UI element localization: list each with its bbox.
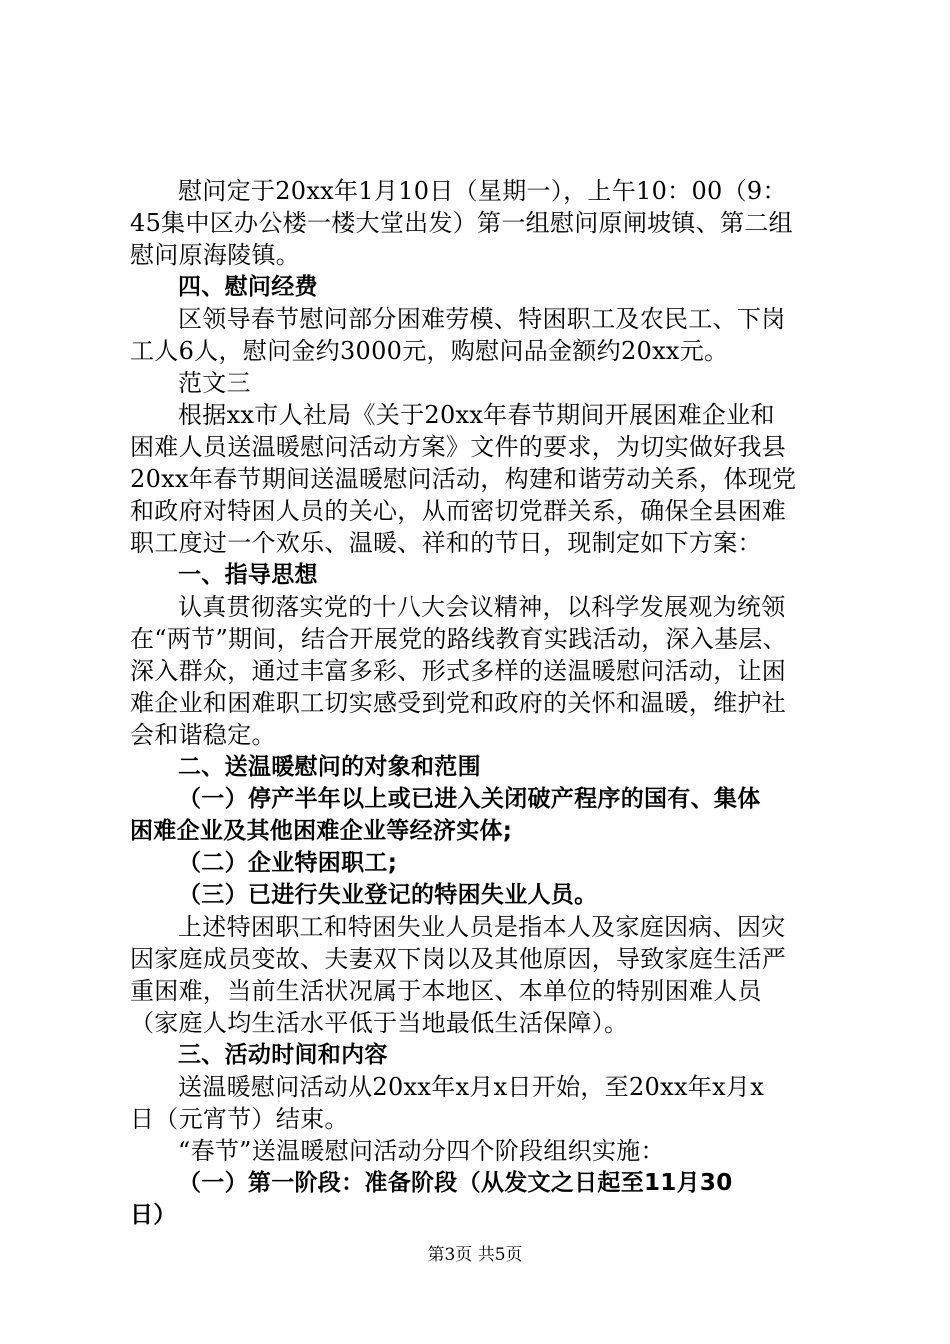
document-body [130,175,830,1231]
text-line: 认真贯彻落实党的十八大会议精神，以科学发展观为统领 [178,593,786,621]
section-heading: 四、慰问经费 [178,274,318,300]
text-line: 难企业和困难职工切实感受到党和政府的关怀和温暖，维护社 [130,689,787,717]
list-item: （一）第一阶段：准备阶段（从发文之日起至11月30 [178,1170,733,1196]
text-line: 在“两节”期间，结合开展党的路线教育实践活动，深入基层、 [130,625,787,653]
text-line: 范文三 [178,369,251,397]
text-line: 区领导春节慰问部分困难劳模、特困职工及农民工、下岗 [178,305,786,333]
list-item: （二）企业特困职工; [178,850,398,876]
text-line: “春节”送温暖慰问活动分四个阶段组织实施： [178,1137,665,1165]
text-line: 送温暖慰问活动从20xx年x月x日开始，至20xx年x月x [178,1073,765,1101]
text-line: 职工度过一个欢乐、温暖、祥和的节日，现制定如下方案： [130,529,762,557]
text-line: （家庭人均生活水平低于当地最低生活保障）。 [130,1009,629,1037]
text-line: 根据xx市人社局《关于20xx年春节期间开展困难企业和 [178,401,775,429]
page-number-footer: 第3页 共5页 [427,1245,523,1265]
text-line: 上述特困职工和特困失业人员是指本人及家庭因病、因灾 [178,913,786,941]
text-line: 深入群众，通过丰富多彩、形式多样的送温暖慰问活动，让困 [130,657,787,685]
text-line: 日（元宵节）结束。 [130,1105,349,1133]
text-line: 困难人员送温暖慰问活动方案》文件的要求，为切实做好我县 [130,433,787,461]
text-line: 因家庭成员变故、夫妻双下岗以及其他原因，导致家庭生活严 [130,945,787,973]
text-line: 和政府对特困人员的关心，从而密切党群关系，确保全县困难 [130,497,787,525]
section-heading: 二、送温暖慰问的对象和范围 [178,754,481,780]
text-line: 慰问原海陵镇。 [130,241,301,269]
text-line: 慰问定于20xx年1月10日（星期一），上午10：00（9： [178,177,787,205]
section-heading: 三、活动时间和内容 [178,1042,388,1068]
text-line: 重困难，当前生活状况属于本地区、本单位的特别困难人员 [130,977,762,1005]
section-heading: 一、指导思想 [178,562,318,588]
list-item: 困难企业及其他困难企业等经济实体; [130,818,513,844]
list-item: （一）停产半年以上或已进入关闭破产程序的国有、集体 [178,786,761,812]
text-line: 会和谐稳定。 [130,721,276,749]
list-item: 日） [130,1202,177,1228]
text-line: 工人6人，慰问金约3000元，购慰问品金额约20xx元。 [130,337,729,365]
list-item: （三）已进行失业登记的特困失业人员。 [178,882,598,908]
text-line: 20xx年春节期间送温暖慰问活动，构建和谐劳动关系，体现党 [130,465,797,493]
text-line: 45集中区办公楼一楼大堂出发）第一组慰问原闸坡镇、第二组 [130,209,793,237]
